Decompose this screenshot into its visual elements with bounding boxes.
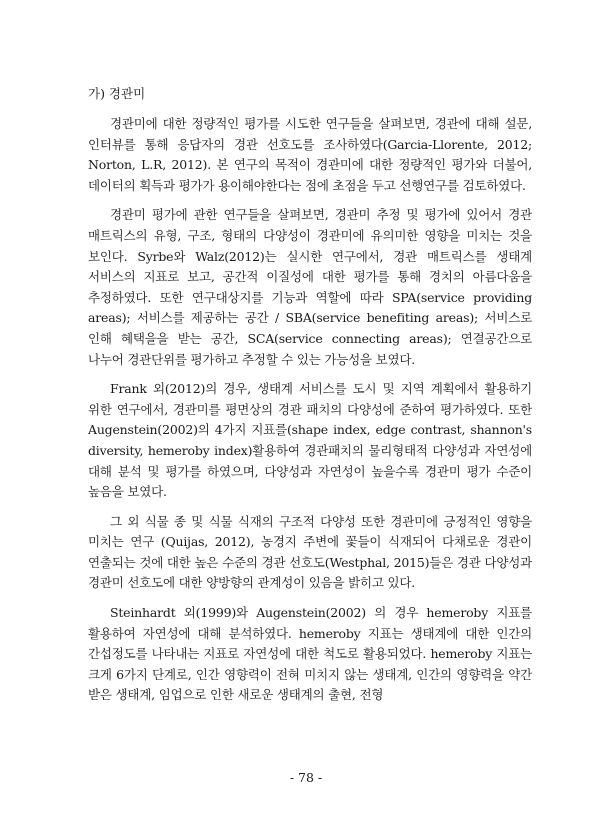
paragraph-3: Frank 외(2012)의 경우, 생태계 서비스를 도시 및 지역 계획에서 활용하기 위한 연구에서, 경관미를 평면상의 경관 패치의 다양성에 준하여 평가하였다. 또한 Augenstein(2002)의 4가지 지표를(shape index, edge contrast, shannon's diversity, hemeroby index)활용하여 경관패치의 물리형태적 다양성과 자연성에 대해 분석 및 평가를 하였으며, 다양성과 자연성이 높을수록 경관미 평가 수준이 높음을 보였다.: [88, 381, 532, 500]
page-number: - 78 -: [289, 770, 323, 785]
page-content: [88, 84, 532, 715]
paragraph-4: 그 외 식물 종 및 식물 식재의 구조적 다양성 또한 경관미에 긍정적인 영향을 미치는 연구 (Quijas, 2012), 농경지 주변에 꽃들이 식재되어 다채로운 경관이 연출되는 것에 대한 높은 수준의 경관 선호도(Westphal, 2015)들은 경관 다양성과 경관미 선호도에 대한 양방향의 관계성이 있음을 밝히고 있다.: [88, 513, 532, 591]
paragraph-2: 경관미 평가에 관한 연구들을 살펴보면, 경관미 추정 및 평가에 있어서 경관 매트릭스의 유형, 구조, 형태의 다양성이 경관미에 유의미한 영향을 미치는 것을 보인다. Syrbe와 Walz(2012)는 실시한 연구에서, 경관 매트릭스를 생태계 서비스의 지표로 보고, 공간적 이질성에 대한 평가를 통해 경치의 아름다움을 추정하였다. 또한 연구대상지를 기능과 역할에 따라 SPA(service providing areas); 서비스를 제공하는 공간 / SBA(service benefiting areas); 서비스로 인해 혜택을을 받는 공간, SCA(service connecting areas); 연결공간으로 나누어 경관단위를 평가하고 추정할 수 있는 가능성을 보였다.: [88, 207, 532, 367]
section-heading: 가) 경관미: [88, 86, 146, 101]
paragraph-5: Steinhardt 외(1999)와 Augenstein(2002) 의 경우 hemeroby 지표를 활용하여 자연성에 대해 분석하였다. hemeroby 지표는 생태계에 대한 인간의 간섭정도를 나타내는 지표로 자연성에 대한 척도로 활용되었다. hemeroby 지표는 크게 6가지 단계로, 인간 영향력이 전혀 미치지 않는 생태계, 인간의 영향력을 약간 받은 생태계, 임업으로 인한 새로운 생태계의 출현, 전형: [88, 605, 532, 703]
paragraph-1: 경관미에 대한 정량적인 평가를 시도한 연구들을 살펴보면, 경관에 대해 설문, 인터뷰를 통해 응답자의 경관 선호도를 조사하였다(Garcia-Llorente, 2012; Norton, L.R, 2012). 본 연구의 목적이 경관미에 대한 정량적인 평가와 더불어, 데이터의 획득과 평가가 용이해야한다는 점에 초점을 두고 선행연구를 검토하였다.: [88, 116, 532, 193]
